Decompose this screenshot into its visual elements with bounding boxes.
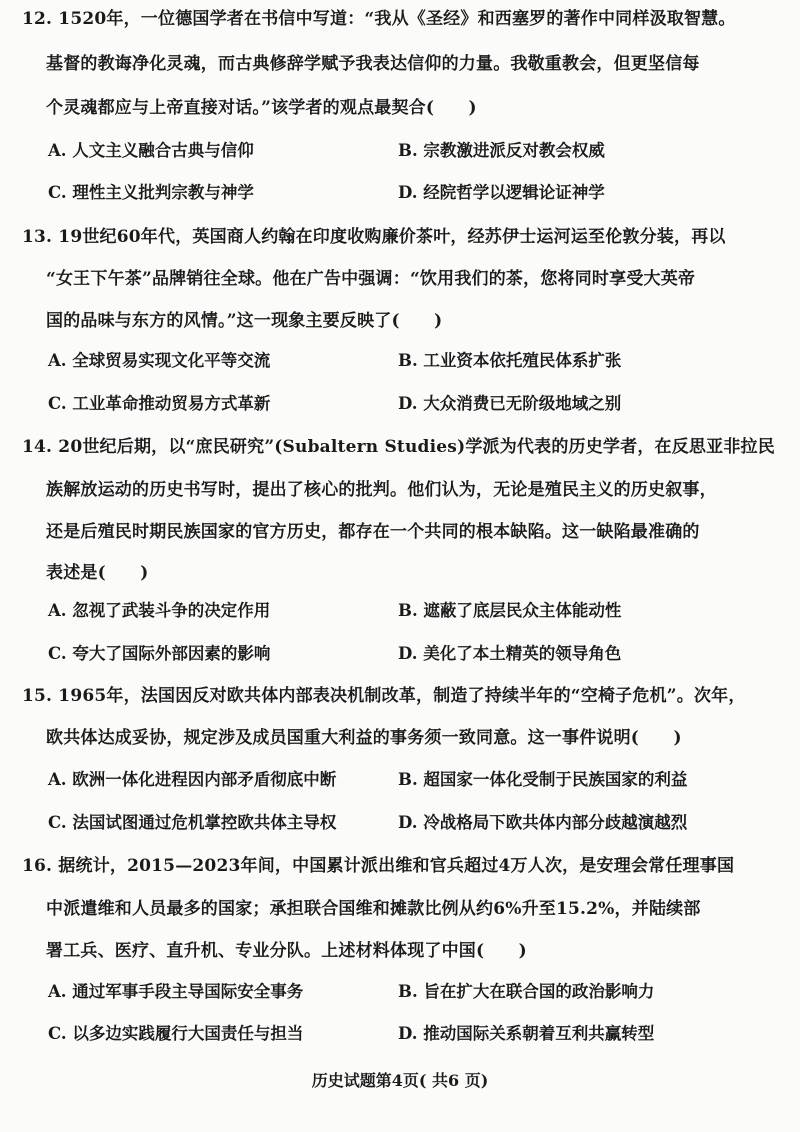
option-b[interactable]: B. 工业资本依托殖民体系扩张 — [398, 351, 622, 370]
option-c[interactable]: C. 理性主义批判宗教与神学 — [48, 183, 254, 202]
question-stem-line: 基督的教诲净化灵魂，而古典修辞学赋予我表达信仰的力量。我敬重教会，但更坚信每 — [46, 54, 700, 74]
option-a[interactable]: A. 全球贸易实现文化平等交流 — [48, 351, 271, 370]
question-stem-line: 12. 1520年，一位德国学者在书信中写道：“我从《圣经》和西塞罗的著作中同样汲取智慧。 — [22, 9, 736, 29]
question-stem-line: 个灵魂都应与上帝直接对话。”该学者的观点最契合( ) — [46, 98, 477, 118]
question-stem-line: 表述是( ) — [46, 563, 149, 583]
question-stem-line: 国的品味与东方的风情。”这一现象主要反映了( ) — [46, 311, 443, 331]
option-b[interactable]: B. 旨在扩大在联合国的政治影响力 — [398, 982, 655, 1001]
question-stem-line: 16. 据统计，2015—2023年间，中国累计派出维和官兵超过4万人次，是安理会常任理事国 — [22, 856, 735, 876]
option-c[interactable]: C. 工业革命推动贸易方式革新 — [48, 394, 271, 413]
option-a[interactable]: A. 通过军事手段主导国际安全事务 — [48, 982, 304, 1001]
option-d[interactable]: D. 美化了本土精英的领导角色 — [398, 644, 622, 663]
question-stem-line: 还是后殖民时期民族国家的官方历史，都存在一个共同的根本缺陷。这一缺陷最准确的 — [46, 522, 700, 542]
question-stem-line: 族解放运动的历史书写时，提出了核心的批判。他们认为，无论是殖民主义的历史叙事， — [46, 480, 717, 500]
question-stem-line: 署工兵、医疗、直升机、专业分队。上述材料体现了中国( ) — [46, 941, 527, 961]
option-c[interactable]: C. 法国试图通过危机掌控欧共体主导权 — [48, 813, 337, 832]
option-b[interactable]: B. 超国家一体化受制于民族国家的利益 — [398, 770, 688, 789]
option-a[interactable]: A. 欧洲一体化进程因内部矛盾彻底中断 — [48, 770, 337, 789]
option-c[interactable]: C. 以多边实践履行大国责任与担当 — [48, 1024, 304, 1043]
option-b[interactable]: B. 遮蔽了底层民众主体能动性 — [398, 601, 622, 620]
question-stem-line: “女王下午茶”品牌销往全球。他在广告中强调：“饮用我们的茶，您将同时享受大英帝 — [46, 269, 696, 289]
question-stem-line: 15. 1965年，法国因反对欧共体内部表决机制改革，制造了持续半年的“空椅子危机”。次年， — [22, 686, 746, 706]
page-footer: 历史试题第4页( 共6 页) — [311, 1071, 489, 1090]
question-stem-line: 13. 19世纪60年代，英国商人约翰在印度收购廉价茶叶，经苏伊士运河运至伦敦分装，再以 — [22, 227, 726, 247]
option-d[interactable]: D. 大众消费已无阶级地域之别 — [398, 394, 622, 413]
option-d[interactable]: D. 冷战格局下欧共体内部分歧越演越烈 — [398, 813, 688, 832]
question-stem-line: 14. 20世纪后期，以“庶民研究”(Subaltern Studies)学派为代表的历史学者，在反思亚非拉民 — [22, 437, 775, 457]
option-c[interactable]: C. 夸大了国际外部因素的影响 — [48, 644, 271, 663]
option-b[interactable]: B. 宗教激进派反对教会权威 — [398, 141, 605, 160]
option-a[interactable]: A. 人文主义融合古典与信仰 — [48, 141, 254, 160]
question-stem-line: 中派遣维和人员最多的国家；承担联合国维和摊款比例从约6%升至15.2%，并陆续部 — [46, 899, 701, 919]
question-stem-line: 欧共体达成妥协，规定涉及成员国重大利益的事务须一致同意。这一事件说明( ) — [46, 728, 682, 748]
option-a[interactable]: A. 忽视了武装斗争的决定作用 — [48, 601, 271, 620]
option-d[interactable]: D. 推动国际关系朝着互利共赢转型 — [398, 1024, 655, 1043]
option-d[interactable]: D. 经院哲学以逻辑论证神学 — [398, 183, 605, 202]
